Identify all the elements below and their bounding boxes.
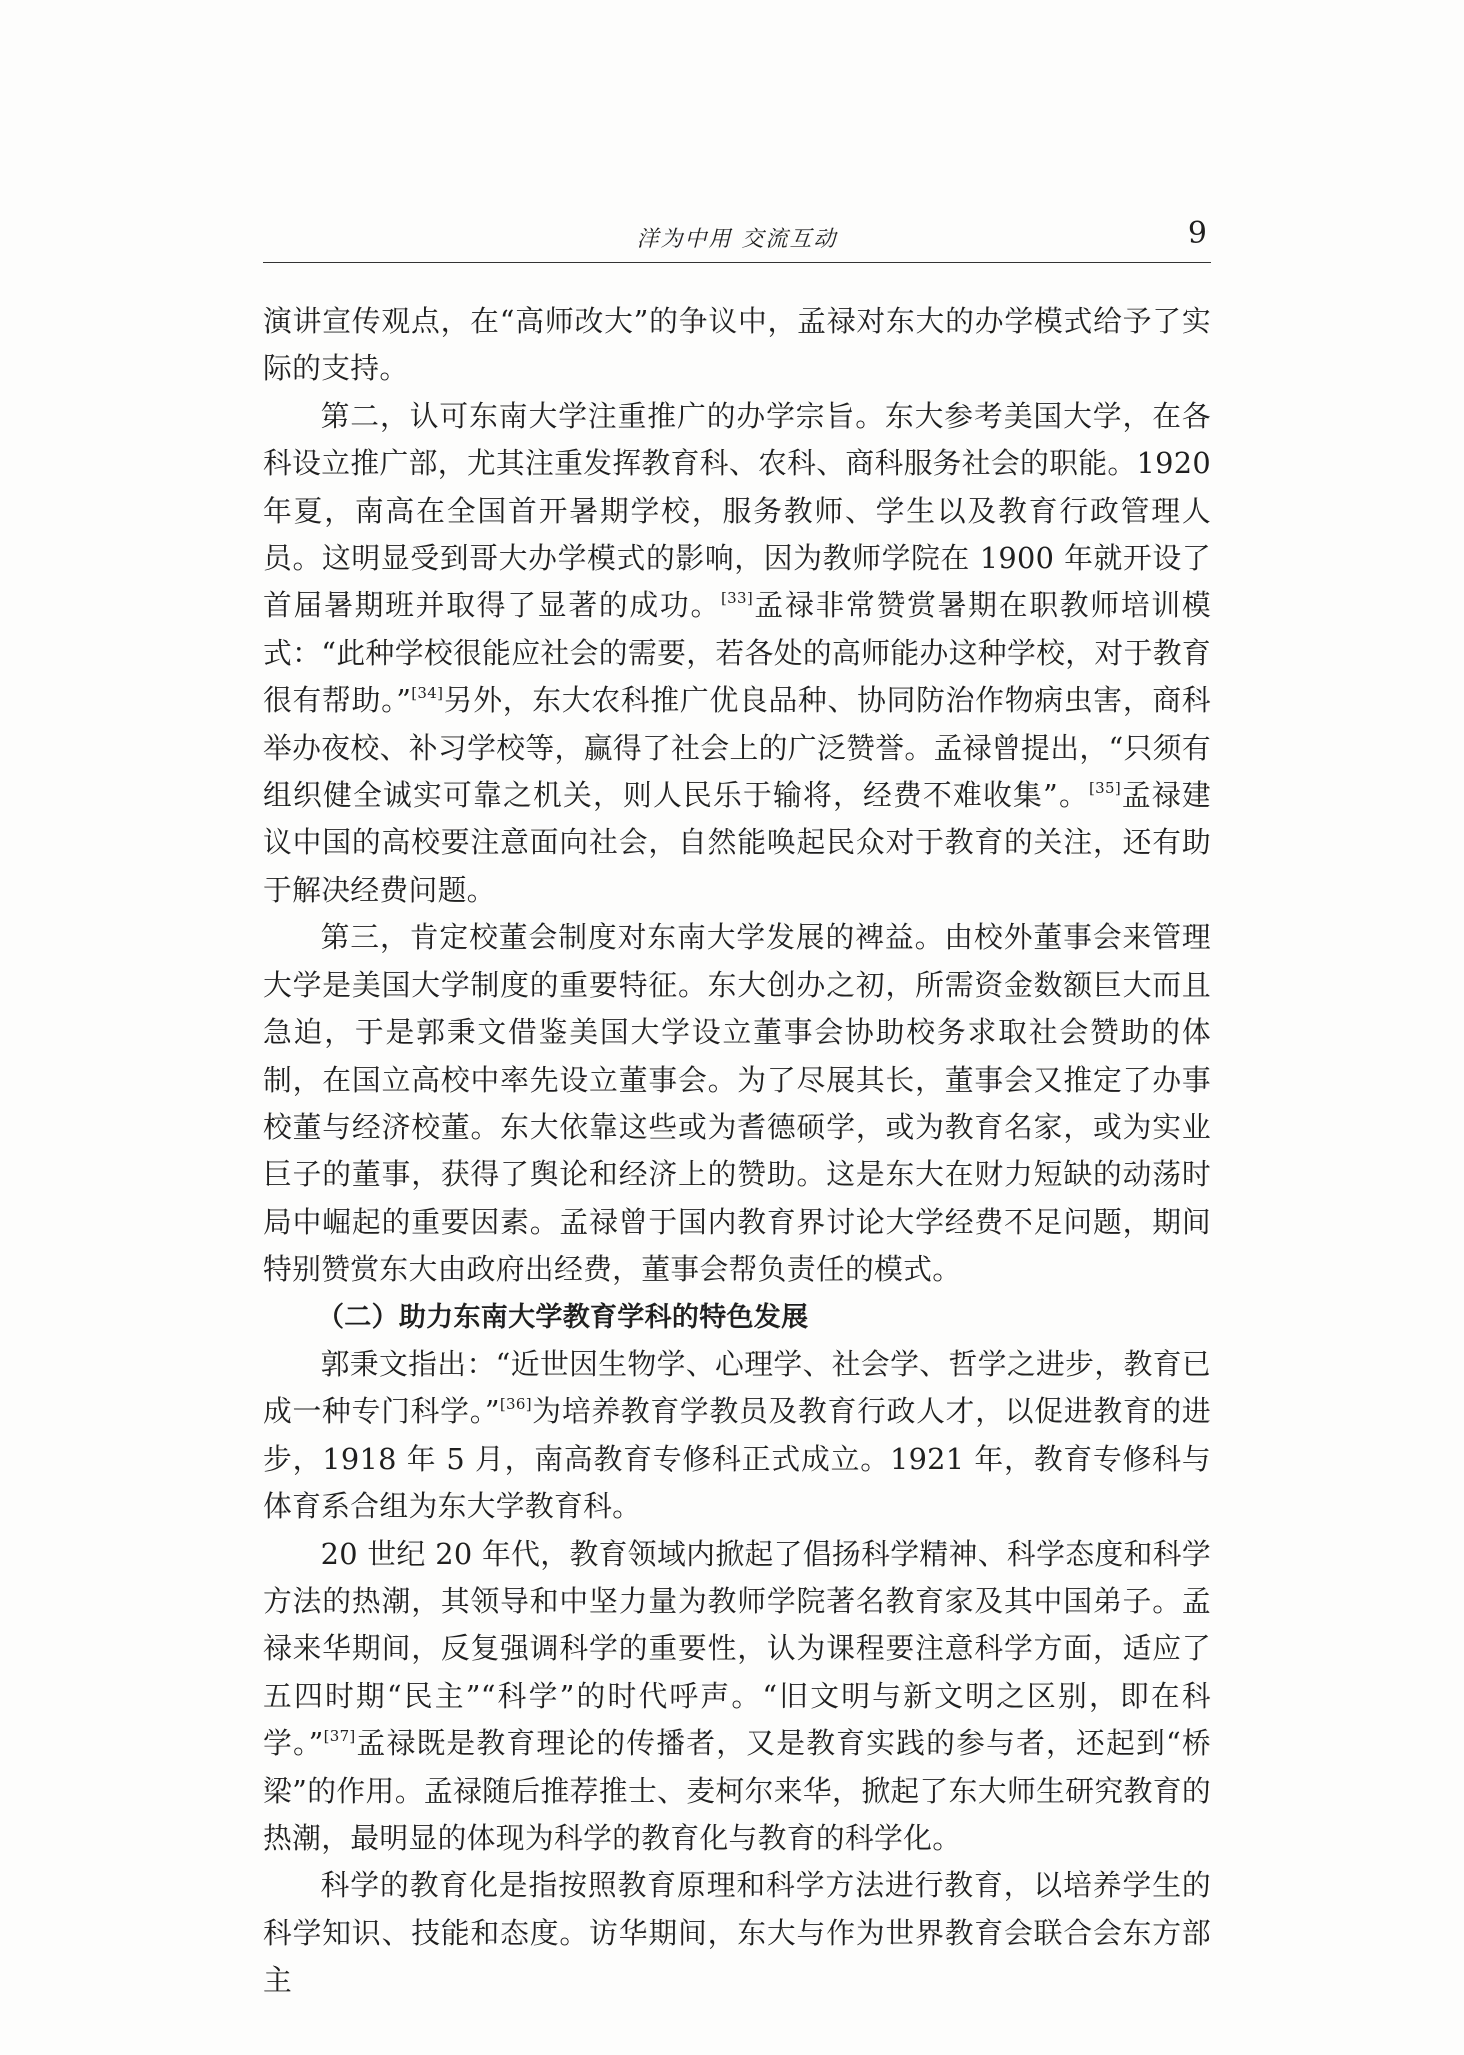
text-run: 孟禄非常赞赏暑期在职教师培训模式：“此种学校很能应社会的需要，若各处的高师能办这种学校，对于教育很有帮助。” [263, 588, 1211, 718]
running-title: 洋为中用 交流互动 [636, 227, 838, 252]
paragraph: 演讲宣传观点，在“高师改大”的争议中，孟禄对东大的办学模式给予了实际的支持。 [263, 304, 1211, 386]
citation-ref: [36] [499, 1395, 532, 1414]
section-heading: （二）助力东南大学教育学科的特色发展 [317, 1301, 809, 1333]
paragraph: 第三，肯定校董会制度对东南大学发展的裨益。由校外董事会来管理大学是美国大学制度的重要特征。东大创办之初，所需资金数额巨大而且急迫，于是郭秉文借鉴美国大学设立董事会协助校务求取社会赞助的体制，在国立高校中率先设立董事会。为了尽展其长，董事会又推定了办事校董与经济校董。东大依靠这些或为耆德硕学，或为教育名家，或为实业巨子的董事，获得了舆论和经济上的赞助。这是东大在财力短缺的动荡时局中崛起的重要因素。孟禄曾于国内教育界讨论大学经费不足问题，期间特别赞赏东大由政府出经费，董事会帮负责任的模式。 [263, 920, 1211, 1287]
text-run: 孟禄既是教育理论的传播者，又是教育实践的参与者，还起到“桥梁”的作用。孟禄随后推荐推士、麦柯尔来华，掀起了东大师生研究教育的热潮，最明显的体现为科学的教育化与教育的科学化。 [263, 1726, 1211, 1855]
paragraph [263, 1531, 1211, 1863]
header-rule [263, 262, 1211, 263]
body-text [263, 298, 1211, 2005]
running-header [263, 216, 1211, 260]
paragraph: 科学的教育化是指按照教育原理和科学方法进行教育，以培养学生的科学知识、技能和态度。访华期间，东大与作为世界教育会联合会东方部主 [263, 1868, 1211, 1998]
paragraph [263, 393, 1211, 914]
citation-ref: [35] [1088, 779, 1121, 798]
text-run: 孟禄建议中国的高校要注意面向社会，自然能唤起民众对于教育的关注，还有助于解决经费问题。 [263, 778, 1211, 907]
text-run: 郭秉文指出：“近世因生物学、心理学、社会学、哲学之进步，教育已成一种专门科学。” [263, 1346, 1211, 1429]
paragraph [263, 1341, 1211, 1531]
text-run: 另外，东大农科推广优良品种、协同防治作物病虫害，商科举办夜校、补习学校等，赢得了社会上的广泛赞誉。孟禄曾提出，“只须有组织健全诚实可靠之机关，则人民乐于输将，经费不难收集”。 [263, 683, 1211, 813]
text-run: 20 世纪 20 年代，教育领域内掀起了倡扬科学精神、科学态度和科学方法的热潮，其领导和中坚力量为教师学院著名教育家及其中国弟子。孟禄来华期间，反复强调科学的重要性，认为课程要注意科学方面，适应了五四时期“民主”“科学”的时代呼声。“旧文明与新文明之区别，即在科学。” [263, 1536, 1211, 1761]
citation-ref: [37] [323, 1727, 356, 1746]
text-run: 为培养教育学教员及教育行政人才，以促进教育的进步，1918 年 5 月，南高教育专修科正式成立。1921 年，教育专修科与体育系合组为东大学教育科。 [263, 1394, 1211, 1524]
page-number: 9 [1187, 216, 1207, 251]
citation-ref: [34] [411, 684, 444, 703]
text-run: 第二，认可东南大学注重推广的办学宗旨。东大参考美国大学，在各科设立推广部，尤其注重发挥教育科、农科、商科服务社会的职能。1920 年夏，南高在全国首开暑期学校，服务教师、学生以及教育行政管理人员。这明显受到哥大办学模式的影响，因为教师学院在 1900 年就开设了首届暑期班并取得了显著的成功。 [263, 398, 1211, 623]
citation-ref: [33] [721, 589, 753, 608]
